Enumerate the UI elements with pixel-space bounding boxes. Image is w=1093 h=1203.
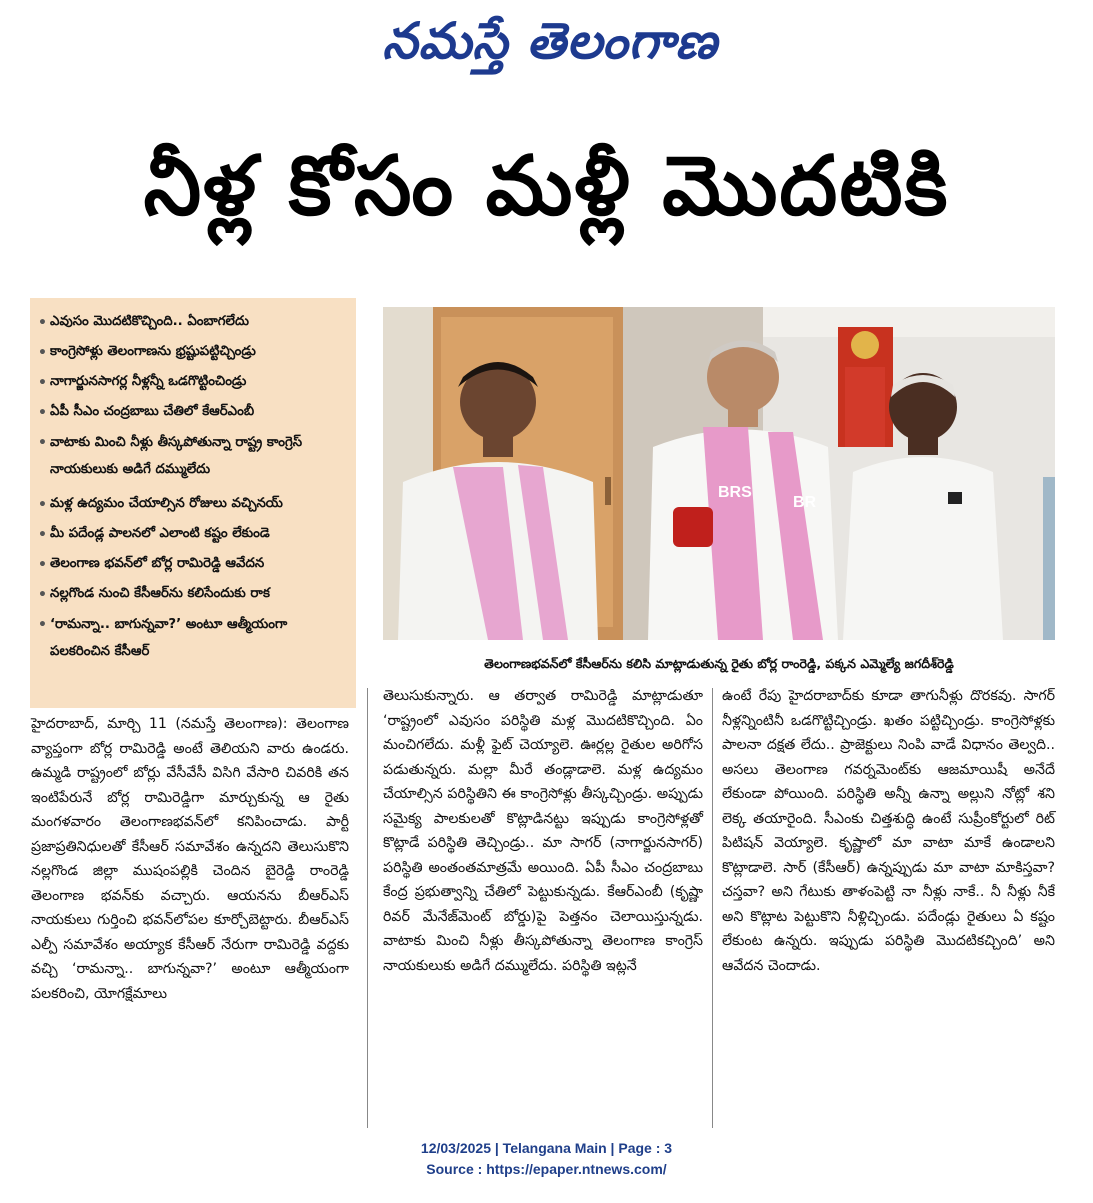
news-photo <box>383 307 1055 640</box>
highlight-item: • మీ పదేండ్ల పాలనలో ఎలాంటి కష్టం లేకుండె <box>38 526 270 543</box>
highlight-item: • ‘రామన్నా.. బాగున్నవా?’ అంటూ ఆత్మీయంగా పలకరించిన కేసీఆర్ <box>38 617 288 659</box>
page-headline: నీళ్ల కోసం మళ్లీ మొదటికి <box>143 139 950 234</box>
bullet-icon: • <box>38 587 47 603</box>
highlight-item: • నాగార్జునసాగర్ల నీళ్లన్నీ ఒడగొట్టించిండ్రు <box>38 374 247 391</box>
column-divider <box>712 688 713 1128</box>
article-column-1: హైదరాబాద్, మార్చి 11 (నమస్తే తెలంగాణ): తెలంగాణ వ్యాప్తంగా బోర్ల రామిరెడ్డి అంటే తెలియని వారు ఉండరు. ఉమ్మడి రాష్ట్రంలో బోర్లు వేసీవేసీ విసిగి వేసారి చివరికి తన ఇంటిపేరునే బోర్ల రామిరెడ్డిగా మార్చుకున్న ఆ రైతు మంగళవారం తెలంగాణభవన్‌లో కనిపించాడు. పార్టీ ప్రజాప్రతినిధులతో కేసీఆర్ సమావేశం ఉన్నదని తెలుసుకొని నల్లగొండ జిల్లా ముషంపల్లికి చెందిన బైరెడ్డి రాంరెడ్డి తెలంగాణ భవన్‌కు వచ్చారు. ఆయనను బీఆర్ఎస్ నాయకులు గుర్తించి భవన్‌లోపల కూర్చోబెట్టారు. బీఆర్ఎస్ ఎల్పీ సమావేశం అయ్యాక కేసీఆర్ నేరుగా రామిరెడ్డి వద్దకు వచ్చి ‘రామన్నా.. బాగున్నవా?’ అంటూ ఆత్మీయంగా పలకరించి, యోగక్షేమాలు <box>31 716 349 1002</box>
masthead-logo: నమస్తే తెలంగాణ <box>382 11 718 70</box>
highlight-item: • కాంగ్రెసోళ్లు తెలంగాణను భ్రష్టుపట్టిచ్చిండ్రు <box>38 344 256 361</box>
footer-source-line: Source : https://epaper.ntnews.com/ <box>426 1161 667 1177</box>
footer-date-line: 12/03/2025 | Telangana Main | Page : 3 <box>420 1140 673 1156</box>
bullet-icon: • <box>38 345 47 361</box>
highlight-item: • ఎవుసం మొదటికొచ్చింది.. ఏంబాగలేదు <box>38 314 249 331</box>
bullet-icon: • <box>38 315 47 331</box>
photo-caption: తెలంగాణభవన్‌లో కేసీఆర్‌ను కలిసి మాట్లాడుతున్న రైతు బోర్ల రాంరెడ్డి, పక్కన ఎమ్మెల్యే జగదీశ్‌రెడ్డి <box>484 656 954 671</box>
highlight-item: • ఏపీ సీఎం చంద్రబాబు చేతిలో కేఆర్ఎంబీ <box>38 404 255 421</box>
highlight-item: • మళ్ల ఉద్యమం చేయాల్సిన రోజులు వచ్చినయ్ <box>38 496 283 513</box>
highlight-item: • తెలంగాణ భవన్‌లో బోర్ల రామిరెడ్డి ఆవేదన <box>38 556 265 573</box>
page-footer <box>0 1138 1093 1180</box>
bullet-icon: • <box>38 617 47 633</box>
highlight-item: • వాటాకు మించి నీళ్లు తీస్కపోతున్నా రాష్ట్ర కాంగ్రెస్ నాయకులుకు అడిగే దమ్ములేదు <box>38 435 303 477</box>
column-divider <box>367 688 368 1128</box>
bullet-icon: • <box>38 557 47 573</box>
bullet-icon: • <box>38 527 47 543</box>
article-column-2: తెలుసుకున్నారు. ఆ తర్వాత రామిరెడ్డి మాట్లాడుతూ ‘రాష్ట్రంలో ఎవుసం పరిస్థితి మళ్ల మొదటికొచ్చింది. ఏం మంచిగలేదు. మళ్లీ ఫైట్ చెయ్యాలె. ఊర్లల్ల రైతుల అరిగోస పడుతున్నరు. మల్లా మీరే తండ్లాడాలె. మళ్ల ఉద్యమం చేయాల్సిన పరిస్థితిని ఈ కాంగ్రెసోళ్లు తీస్కచ్చిండ్రు. అప్పుడు సమైక్య పాలకులతో కొట్లాడినట్టు ఇప్పుడు కాంగ్రెసోళ్లతో కొట్లాడే పరిస్థితి తెచ్చిండ్రు.. మా సాగర్ (నాగార్జునసాగర్) పరిస్థితి అంతంతమాత్రమే అయింది. ఏపీ సీఎం చంద్రబాబు కేంద్ర ప్రభుత్వాన్ని చేతిలో పెట్టుకున్నడు. కేఆర్ఎంబీ (కృష్ణా రివర్ మేనేజ్‌మెంట్ బోర్డు)పై పెత్తనం చెలాయిస్తున్నడు. వాటాకు మించి నీళ్లు తీస్కపోతున్నా తెలంగాణ కాంగ్రెస్ నాయకులుకు అడిగే దమ్ములేదు. పరిస్థితి ఇట్లనే <box>383 688 703 974</box>
bullet-icon: • <box>38 405 47 421</box>
highlights-box <box>30 298 356 708</box>
bullet-icon: • <box>38 497 47 513</box>
badge-brs-right: BR <box>793 494 817 511</box>
badge-brs-left: BRS <box>718 484 752 501</box>
article-column-3: ఉంటే రేపు హైదరాబాద్‌కు కూడా తాగునీళ్లు దొరకవు. సాగర్ నీళ్లన్నింటినీ ఒడగొట్టిచ్చిండ్రు. ఖతం పట్టిచ్చిండ్రు. కాంగ్రెసోళ్లకు పాలనా దక్షత లేదు.. ప్రాజెక్టులు నింపి వాడే విధానం తెల్వది.. అసలు తెలంగాణ గవర్నమెంట్‌కు ఆజమాయిషీ అనేదే లేకుండా పోయింది. పరిస్థితి అన్నీ ఉన్నా అల్లుని నోట్లో శని లెక్క తయారైంది. సీఎంకు చిత్తశుద్ధి ఉంటే సుప్రీంకోర్టులో రిట్ పిటిషన్ వెయ్యాలె. కృష్ణాలో మా వాటా మాకే ఉండాలని కొట్లాడాలె. సార్ (కేసీఆర్) ఉన్నప్పుడు మా వాటా మాకిస్తవా? చస్తవా? అని గేటుకు తాళంపెట్టి నా నీళ్లు నాకే.. నీ నీళ్లు నీకే అని కొట్లాట పెట్టుకొని నీళ్లిచ్చిండు. పదేండ్లు రైతులు ఏ కష్టం లేకుంట ఉన్నరు. ఇప్పుడు పరిస్థితి మొదటికచ్చింది’ అని ఆవేదన చెందాడు. <box>722 688 1055 974</box>
highlight-item: • నల్లగొండ నుంచి కేసీఆర్‌ను కలిసేందుకు రాక <box>38 586 270 603</box>
bullet-icon: • <box>38 375 47 391</box>
bullet-icon: • <box>38 435 47 451</box>
